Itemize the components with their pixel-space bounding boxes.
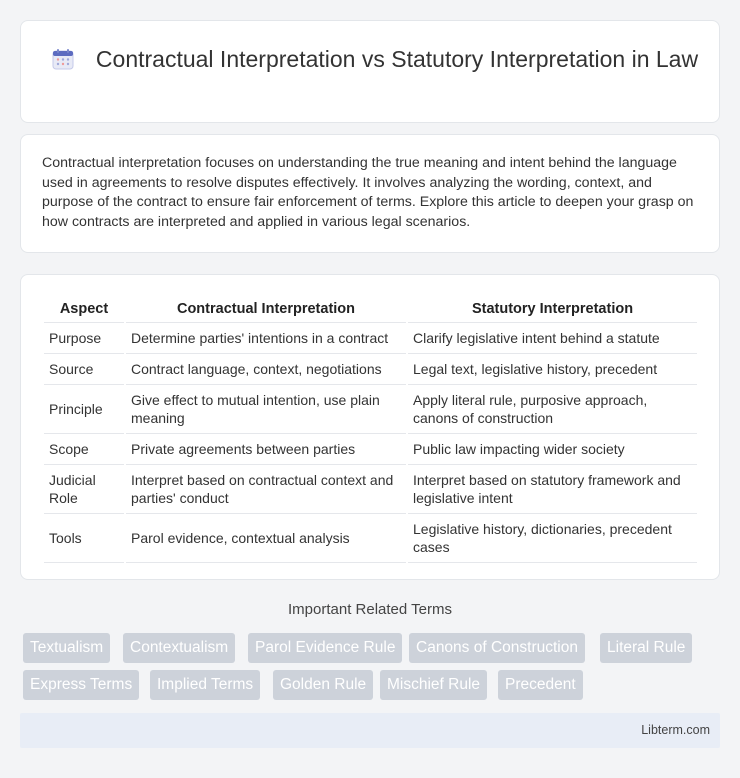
table-row [44, 354, 697, 385]
tag-literal-rule[interactable]: Literal Rule [600, 633, 692, 663]
column-header-contractual: Contractual Interpretation [126, 295, 406, 323]
intro-paragraph: Contractual interpretation focuses on understanding the true meaning and intent behind the language used in agreements to resolve disputes effectively. It involves analyzing the wording, context, and purpose of the contract to ensure fair enforcement of terms. Explore this article to deepen your grasp on how contracts are interpreted and applied in various legal scenarios. [42, 155, 694, 230]
aspect-cell: Tools [44, 514, 124, 563]
statutory-cell: Apply literal rule, purposive approach, canons of construction [408, 385, 697, 434]
contractual-cell: Give effect to mutual intention, use plain meaning [126, 385, 406, 434]
table-row [44, 323, 697, 354]
contractual-cell: Contract language, context, negotiations [126, 354, 406, 385]
tag-textualism[interactable]: Textualism [23, 633, 110, 663]
comparison-card [20, 274, 720, 580]
calendar-icon [52, 47, 74, 69]
statutory-cell: Legislative history, dictionaries, precedent cases [408, 514, 697, 563]
table-row [44, 434, 697, 465]
contractual-cell: Parol evidence, contextual analysis [126, 514, 406, 563]
table-row [44, 465, 697, 514]
contractual-cell: Determine parties' intentions in a contract [126, 323, 406, 354]
statutory-cell: Public law impacting wider society [408, 434, 697, 465]
tag-canons-of-construction[interactable]: Canons of Construction [409, 633, 585, 663]
table-row [44, 385, 697, 434]
statutory-cell: Legal text, legislative history, precedent [408, 354, 697, 385]
statutory-cell: Clarify legislative intent behind a statute [408, 323, 697, 354]
aspect-cell: Source [44, 354, 124, 385]
comparison-table [42, 295, 699, 563]
column-header-statutory: Statutory Interpretation [408, 295, 697, 323]
tag-parol-evidence-rule[interactable]: Parol Evidence Rule [248, 633, 402, 663]
column-header-aspect: Aspect [44, 295, 124, 323]
contractual-cell: Private agreements between parties [126, 434, 406, 465]
related-terms-heading: Important Related Terms [288, 601, 452, 618]
table-header-row [44, 295, 697, 323]
header-card [20, 20, 720, 123]
tag-golden-rule[interactable]: Golden Rule [273, 670, 373, 700]
tag-precedent[interactable]: Precedent [498, 670, 583, 700]
title-text: Contractual Interpretation vs Statutory Interpretation in Law [95, 46, 699, 72]
intro-card [20, 134, 720, 253]
footer-site-link[interactable]: Libterm.com [641, 723, 710, 737]
aspect-cell: Scope [44, 434, 124, 465]
footer [20, 713, 720, 748]
tag-implied-terms[interactable]: Implied Terms [150, 670, 260, 700]
contractual-cell: Interpret based on contractual context and parties' conduct [126, 465, 406, 514]
tag-contextualism[interactable]: Contextualism [123, 633, 235, 663]
statutory-cell: Interpret based on statutory framework and legislative intent [408, 465, 697, 514]
tag-mischief-rule[interactable]: Mischief Rule [380, 670, 487, 700]
table-row [44, 514, 697, 563]
aspect-cell: Principle [44, 385, 124, 434]
aspect-cell: Purpose [44, 323, 124, 354]
page-title [51, 44, 699, 74]
aspect-cell: Judicial Role [44, 465, 124, 514]
tag-express-terms[interactable]: Express Terms [23, 670, 139, 700]
